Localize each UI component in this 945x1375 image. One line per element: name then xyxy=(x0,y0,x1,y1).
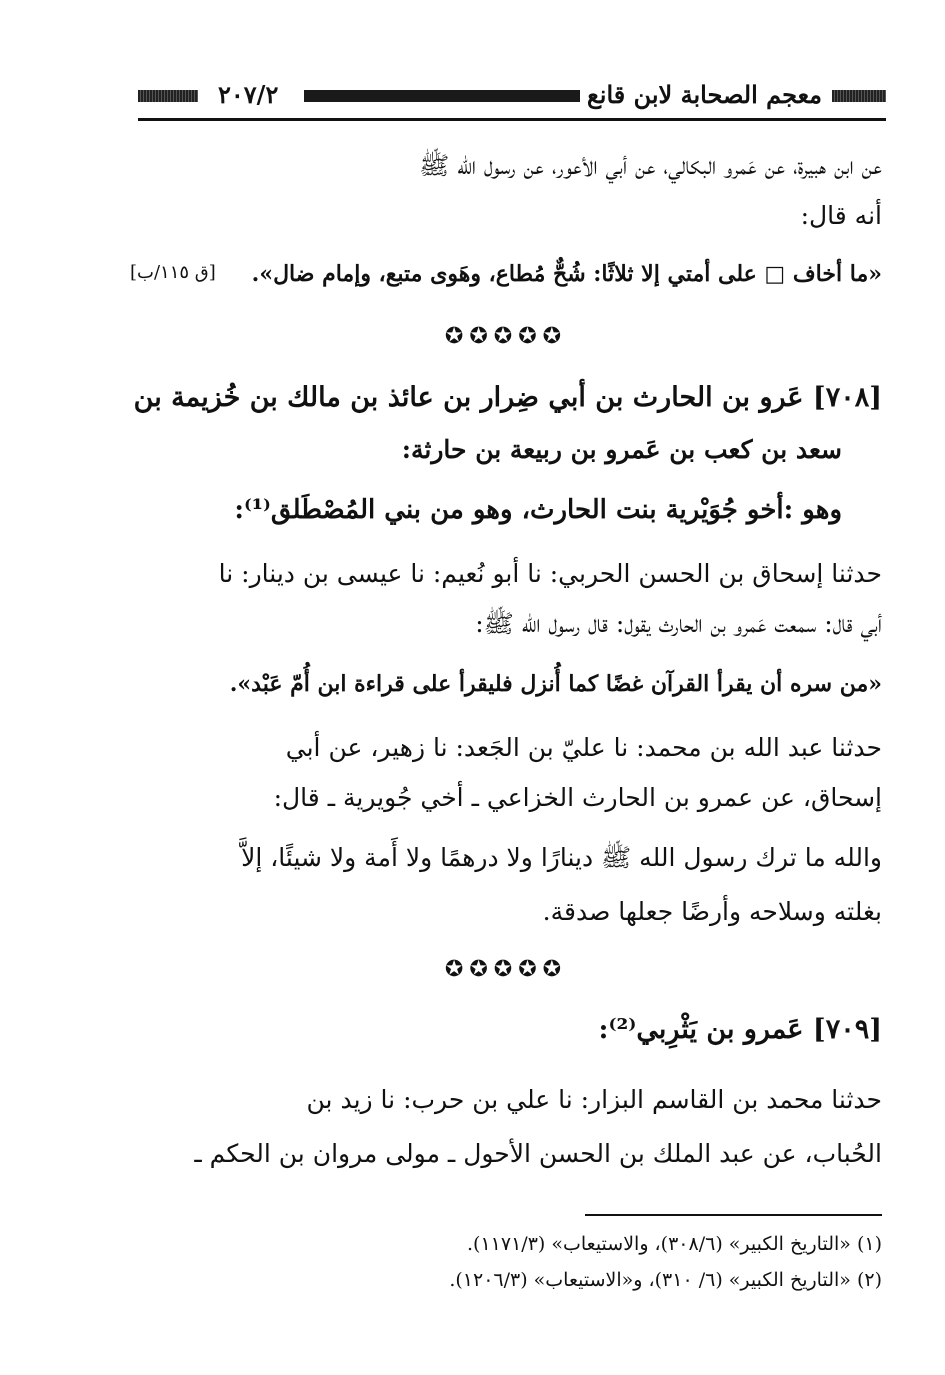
running-header xyxy=(138,78,886,112)
hadith-text: بغلته وسلاحه وأرضًا جعلها صدقة. xyxy=(542,897,882,926)
isnad-line: حدثنا عبد الله بن محمد: نا عليّ بن الجَعد: نا زهير، عن أبي xyxy=(285,733,882,762)
entry-708-note: وهو :أخو جُوَيْرية بنت الحارث، وهو من بني المُصْطَلق⁽¹⁾: xyxy=(234,495,842,525)
footnote-2: (٢) «التاريخ الكبير» (٦/ ٣١٠)، و«الاستيعاب» (١٢٠٦/٣). xyxy=(449,1269,882,1291)
isnad-line: حدثنا إسحاق بن الحسن الحربي: نا أبو نُعيم: نا عيسى بن دينار: نا xyxy=(218,559,882,588)
hadith-text: والله ما ترك رسول الله ﷺ دينارًا ولا درهمًا ولا أَمة ولا شيئًا، إلاَّ xyxy=(241,843,882,872)
header-ornament-left xyxy=(138,90,198,102)
page-number: ٢٠٧/٢ xyxy=(218,80,279,109)
section-divider-stars: ✪✪✪✪✪ xyxy=(444,957,568,982)
entry-708-heading: [٧٠٨] عَرو بن الحارث بن أبي ضِرار بن عائذ بن مالك بن خُزيمة بن xyxy=(133,382,882,413)
header-ornament-middle xyxy=(304,90,580,102)
isnad-line: حدثنا محمد بن القاسم البزار: نا علي بن حرب: نا زيد بن xyxy=(306,1085,882,1114)
footnote-separator xyxy=(585,1214,882,1216)
isnad-line: أبي قال: سمعت عَمرو بن الحارث يقول: قال رسول الله ﷺ: xyxy=(475,609,882,638)
section-divider-stars: ✪✪✪✪✪ xyxy=(444,324,568,349)
header-rule xyxy=(138,118,886,121)
hadith-quote xyxy=(130,256,882,292)
hadith-text: «ما أخاف □ على أمتي إلا ثلاثًا: شُحٌّ مُطاع، وهَوى متبع، وإمام ضال». xyxy=(251,261,882,287)
running-title: معجم الصحابة لابن قانع xyxy=(587,80,822,109)
entry-708-heading-cont: سعد بن كعب بن عَمرو بن ربيعة بن حارثة: xyxy=(401,435,842,464)
isnad-line: إسحاق، عن عمرو بن الحارث الخزاعي ـ أخي جُويرية ـ قال: xyxy=(273,783,882,812)
entry-709-heading: [٧٠٩] عَمرو بن يَثْرِبي⁽²⁾: xyxy=(598,1014,882,1045)
isnad-line: الحُباب، عن عبد الملك بن الحسن الأحول ـ مولى مروان بن الحكم ـ xyxy=(194,1139,882,1168)
text-line: أنه قال: xyxy=(800,201,882,230)
hadith-quote: «من سره أن يقرأ القرآن غضًا كما أُنزل فليقرأ على قراءة ابن أُمّ عَبْد». xyxy=(229,671,882,697)
text-line: عن ابن هبيرة، عن عَمرو البكالي، عن أبي الأعور، عن رسول الله ﷺ xyxy=(419,151,882,180)
header-ornament-right xyxy=(832,90,886,102)
manuscript-folio-ref: [ق ١١٥/ب] xyxy=(130,262,216,283)
footnote-1: (١) «التاريخ الكبير» (٣٠٨/٦)، والاستيعاب» (١١٧١/٣). xyxy=(467,1233,882,1255)
